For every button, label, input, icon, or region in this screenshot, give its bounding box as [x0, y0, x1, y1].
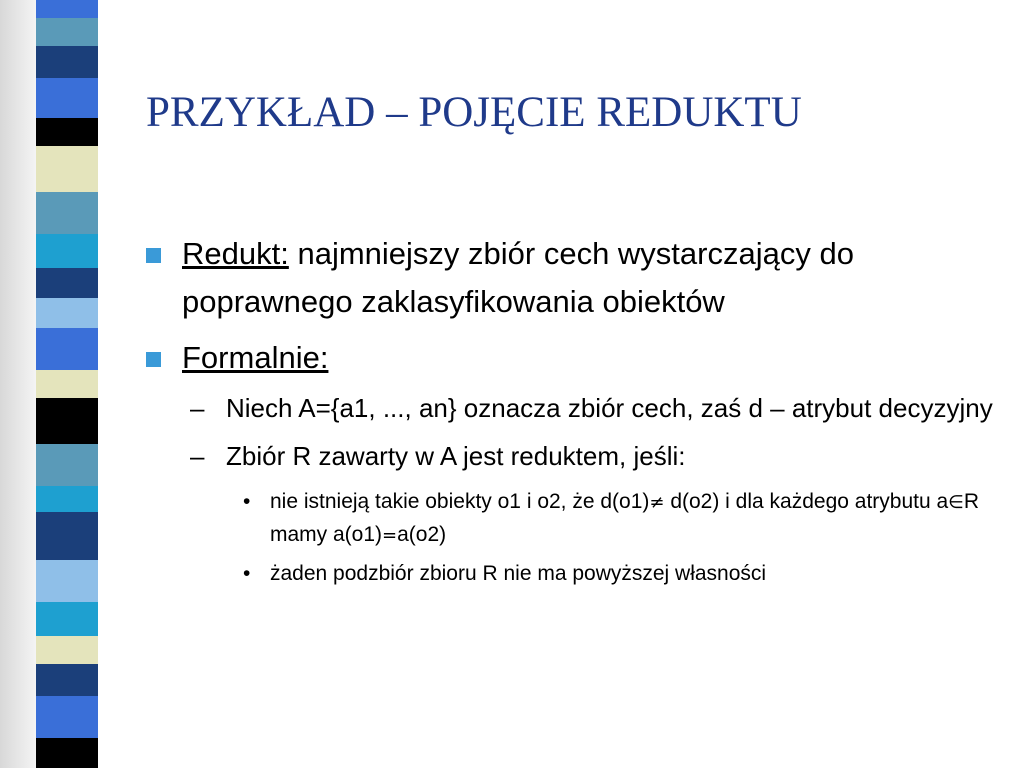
strip-band: [36, 486, 98, 512]
strip-band: [36, 18, 98, 46]
sub-sub-bullet: [146, 486, 1006, 552]
strip-band: [36, 664, 98, 696]
strip-band: [36, 118, 98, 146]
square-bullet-icon: [146, 352, 161, 367]
sub-sub-bullet-text: żaden podzbiór zbioru R nie ma powyższej własności: [270, 562, 767, 585]
decorative-strip: [0, 0, 116, 768]
strip-shadow: [0, 0, 36, 768]
dash-bullet-icon: –: [190, 393, 205, 423]
condition-text-part: d(o2) i dla każdego atrybutu a: [664, 490, 949, 513]
condition-text-part: nie istnieją takie obiekty o1 i o2, że d(o1): [270, 490, 650, 513]
strip-band: [36, 46, 98, 78]
slide-title: PRZYKŁAD – POJĘCIE REDUKTU: [146, 89, 802, 136]
sub-sub-bullet: [146, 558, 1006, 590]
strip-band: [36, 602, 98, 636]
dash-bullet-icon: –: [190, 441, 205, 471]
dot-bullet-icon: •: [243, 562, 251, 585]
strip-band: [36, 78, 98, 118]
square-bullet-icon: [146, 248, 161, 263]
strip-band: [36, 298, 98, 328]
strip-band: [36, 0, 98, 18]
bullet-redukt: [146, 230, 1006, 326]
strip-band: [36, 234, 98, 268]
dot-bullet-icon: •: [243, 490, 251, 513]
sub-bullet-text: Zbiór R zawarty w A jest reduktem, jeśli:: [226, 441, 686, 471]
strip-band: [36, 636, 98, 664]
not-equal-symbol: ≠: [649, 492, 665, 513]
redukt-definition: najmniejszy zbiór cech wystarczający do poprawnego zaklasyfikowania obiektów: [182, 236, 854, 319]
strip-band: [36, 328, 98, 370]
strip-band: [36, 370, 98, 398]
strip-band: [36, 268, 98, 298]
equals-symbol: =: [382, 525, 398, 546]
condition-text-part: R mamy a(o1): [270, 490, 980, 546]
condition-text-part: a(o2): [397, 523, 447, 546]
bullet-formalnie: [146, 334, 1006, 382]
strip-band: [36, 560, 98, 602]
strip-band: [36, 398, 98, 444]
strip-band: [36, 738, 98, 768]
strip-band: [36, 192, 98, 234]
strip-band: [36, 146, 98, 192]
term-redukt: Redukt:: [182, 236, 289, 271]
strip-band: [36, 444, 98, 486]
sub-bullet-text: Niech A={a1, ..., an} oznacza zbiór cech, zaś d – atrybut decyzyjny: [226, 393, 993, 423]
term-formalnie: Formalnie:: [182, 340, 329, 375]
slide-body: [146, 230, 1006, 596]
strip-band: [36, 696, 98, 738]
sub-bullet: [146, 390, 1006, 426]
sub-bullet: [146, 438, 1006, 474]
element-of-symbol: ∈: [948, 492, 964, 513]
strip-band: [36, 512, 98, 560]
